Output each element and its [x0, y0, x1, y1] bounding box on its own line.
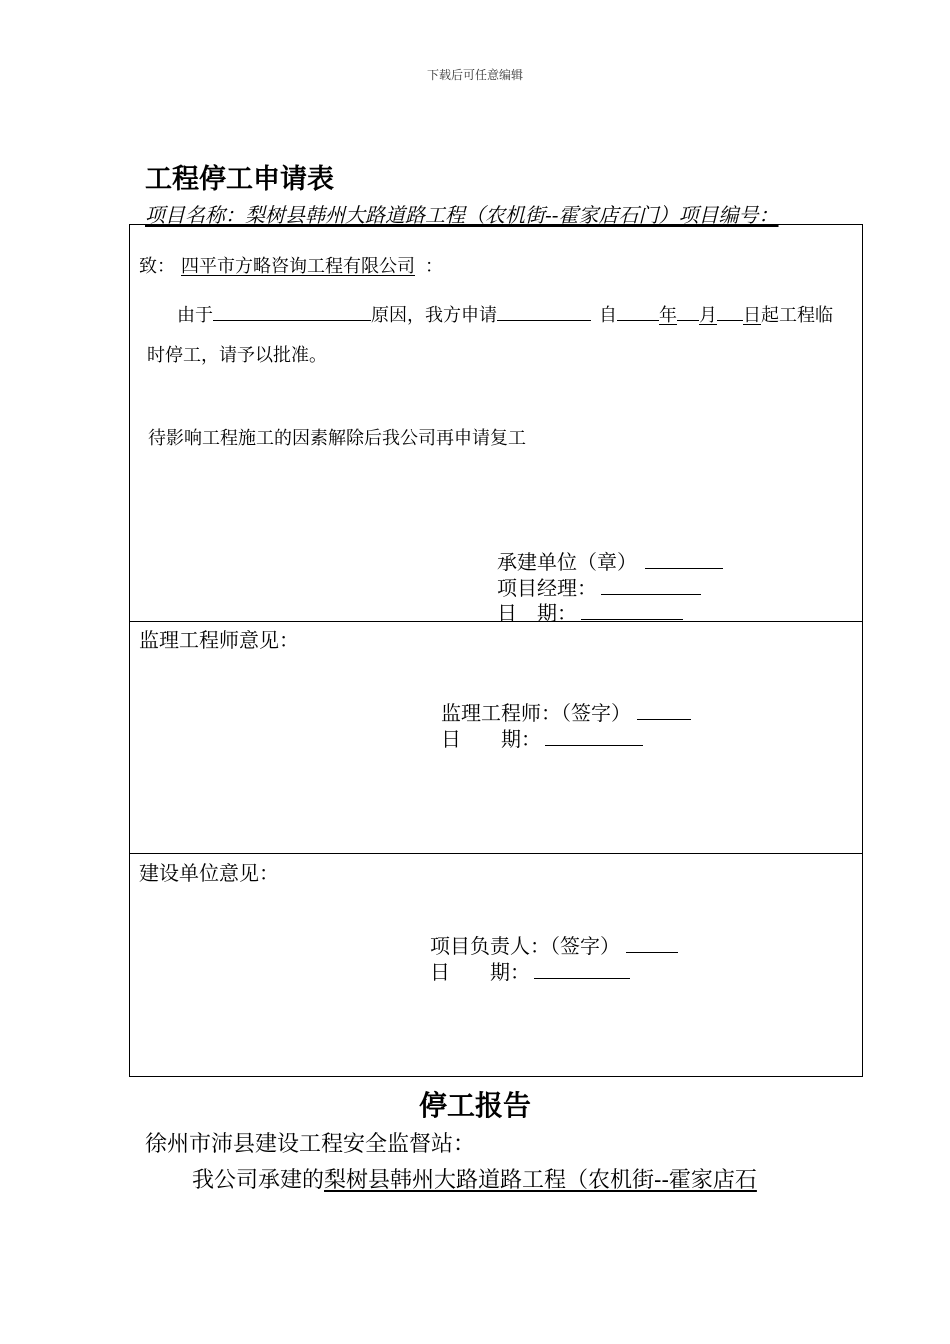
date-blank-3[interactable]: [534, 960, 630, 979]
date-line-3: [430, 956, 630, 985]
due-to-label: 由于: [177, 305, 213, 326]
apply-blank[interactable]: [497, 302, 591, 321]
project-name-line: 项目名称：梨树县韩州大路道路工程（农机街--霍家店石门）项目编号：: [145, 203, 779, 227]
addressee-company: 四平市方略咨询工程有限公司: [181, 256, 415, 277]
date-blank-1[interactable]: [581, 601, 683, 620]
contractor-label: 承建单位（章）: [497, 550, 637, 574]
year-blank[interactable]: [617, 302, 659, 321]
form-title: 工程停工申请表: [145, 164, 334, 195]
request-line-2: 时停工，请予以批准。: [147, 345, 327, 366]
date-label-3: 日 期：: [430, 960, 530, 984]
resume-note: 待影响工程施工的因素解除后我公司再申请复工: [148, 428, 526, 449]
engineer-blank[interactable]: [637, 701, 691, 720]
start-temp-label: 起工程临: [761, 305, 833, 326]
report-body: [192, 1163, 757, 1194]
year-label: 年: [659, 305, 677, 326]
contractor-blank[interactable]: [645, 550, 723, 569]
addressee-line: [139, 252, 443, 278]
report-addressee: 徐州市沛县建设工程安全监督站：: [145, 1132, 476, 1157]
engineer-sign-line: [441, 697, 691, 726]
date-blank-2[interactable]: [545, 727, 643, 746]
from-label: 自: [599, 305, 617, 326]
to-prefix: 致：: [139, 256, 175, 277]
header-note: 下载后可任意编辑: [426, 68, 523, 82]
month-label: 月: [699, 305, 717, 326]
engineer-opinion-heading: 监理工程师意见：: [139, 628, 299, 652]
report-body-project: 梨树县韩州大路道路工程（农机街--霍家店石: [324, 1168, 757, 1193]
day-blank[interactable]: [717, 302, 743, 321]
manager-label: 项目经理：: [497, 576, 597, 600]
owner-label: 项目负责人：（签字）: [430, 934, 620, 958]
date-label-2: 日 期：: [441, 727, 541, 751]
engineer-label: 监理工程师：（签字）: [441, 701, 631, 725]
contractor-seal-line: [497, 546, 723, 575]
date-line-2: [441, 723, 643, 752]
owner-blank[interactable]: [626, 934, 678, 953]
report-title: 停工报告: [418, 1089, 531, 1122]
reason-apply-label: 原因，我方申请: [371, 305, 497, 326]
day-label: 日: [743, 305, 761, 326]
application-section: [129, 224, 863, 622]
owner-sign-line: [430, 930, 678, 959]
owner-opinion-heading: 建设单位意见：: [139, 861, 279, 885]
request-line: [177, 301, 833, 327]
reason-blank[interactable]: [213, 302, 371, 321]
date-label-1: 日 期：: [497, 601, 577, 625]
manager-blank[interactable]: [601, 576, 701, 595]
to-suffix: ：: [425, 256, 443, 277]
month-blank[interactable]: [677, 302, 699, 321]
report-body-prefix: 我公司承建的: [192, 1168, 325, 1193]
